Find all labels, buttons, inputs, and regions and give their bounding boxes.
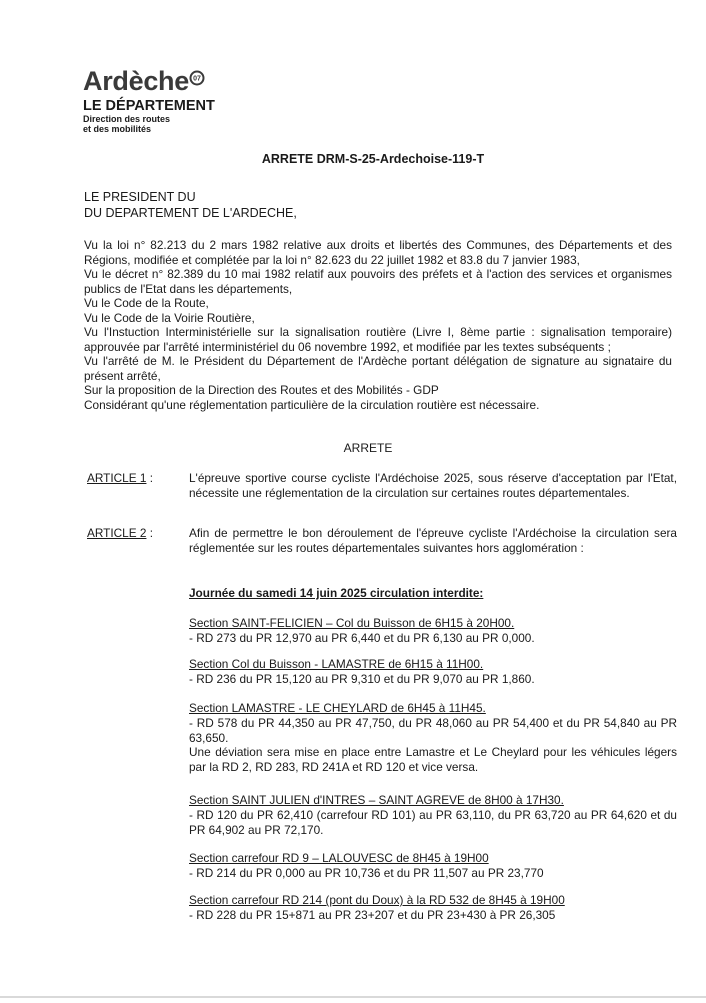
road-section-line: - RD 120 du PR 62,410 (carrefour RD 101) au PR 63,110, du PR 63,720 au PR 64,620 et du PR 64,902 au PR 72,170. xyxy=(189,807,677,837)
article-1-label-sep: : xyxy=(146,471,154,485)
article-2-label xyxy=(87,526,187,541)
visa-item: Vu l'Instuction Interministérielle sur la signalisation routière (Livre I, 8ème partie : signalisation temporaire) approuvée par l'arrêté interministériel du 06 novembre 1992, et modifiée par les textes subséquents ; xyxy=(84,325,672,354)
road-section xyxy=(189,657,677,687)
road-section-line: - RD 228 du PR 15+871 au PR 23+207 et du PR 23+430 à PR 26,305 xyxy=(189,907,556,922)
road-section-heading: Section carrefour RD 9 – LALOUVESC de 8H45 à 19H00 xyxy=(189,851,489,865)
logo-direction-line1: Direction des routes xyxy=(83,114,171,124)
road-section-heading: Section SAINT JULIEN d'INTRES – SAINT AGREVE de 8H00 à 17H30. xyxy=(189,793,564,807)
logo-direction-line2: et des mobilités xyxy=(83,124,152,134)
road-section xyxy=(189,893,677,923)
visa-item: Considérant qu'une réglementation particulière de la circulation routière est nécessaire. xyxy=(84,397,540,412)
visa-item: Vu la loi n° 82.213 du 2 mars 1982 relative aux droits et libertés des Communes, des Départements et des Régions, modifiée et complétée par la loi n° 82.623 du 22 juillet 1982 et 83.8 du 7 janvier 1983, xyxy=(84,238,672,267)
logo-name: Ardèche xyxy=(83,66,189,96)
arrete-heading: ARRETE xyxy=(343,441,393,455)
visa-item: Vu le Code de la Voirie Routière, xyxy=(84,310,255,325)
road-section-heading: Section SAINT-FELICIEN – Col du Buisson de 6H15 à 20H00. xyxy=(189,616,515,630)
article-2 xyxy=(87,526,677,556)
scan-edge-divider xyxy=(0,996,706,998)
article-1-text: L'épreuve sportive course cycliste l'Ardéchoise 2025, sous réserve d'acceptation par l'Etat, nécessite une réglementation de la circulation sur certaines routes départementales. xyxy=(189,471,677,500)
road-section xyxy=(189,851,677,881)
article-2-label-text: ARTICLE 2 xyxy=(87,526,147,540)
road-section-heading: Section Col du Buisson - LAMASTRE de 6H15 à 11H00. xyxy=(189,657,484,671)
president-heading xyxy=(84,189,297,221)
document-title: ARRETE DRM-S-25-Ardechoise-119-T xyxy=(261,152,485,166)
article-1-label xyxy=(87,471,187,486)
road-section-heading: Section LAMASTRE - LE CHEYLARD de 6H45 à 11H45. xyxy=(189,701,486,715)
road-section xyxy=(189,701,677,775)
logo-department: LE DÉPARTEMENT xyxy=(83,98,215,114)
article-1-label-text: ARTICLE 1 xyxy=(87,471,147,485)
president-line-2: DU DEPARTEMENT DE L'ARDECHE, xyxy=(84,206,297,220)
road-section-line: Une déviation sera mise en place entre Lamastre et Le Cheylard pour les véhicules légers par la RD 2, RD 283, RD 241A et RD 120 et vice versa. xyxy=(189,745,677,775)
visa-item: Vu le Code de la Route, xyxy=(84,296,209,310)
road-section-line: - RD 236 du PR 15,120 au PR 9,310 et du PR 9,070 au PR 1,860. xyxy=(189,671,535,686)
president-line-1: LE PRESIDENT DU xyxy=(84,190,196,204)
journee-heading: Journée du samedi 14 juin 2025 circulation interdite: xyxy=(189,586,484,600)
department-logo xyxy=(83,66,283,134)
visa-item: Sur la proposition de la Direction des Routes et des Mobilités - GDP xyxy=(84,383,439,397)
visa-item: Vu l'arrêté de M. le Président du Département de l'Ardèche portant délégation de signature au signataire du présent arrêté, xyxy=(84,354,672,383)
visas-block xyxy=(84,238,672,412)
road-section-line: - RD 273 du PR 12,970 au PR 6,440 et du PR 6,130 au PR 0,000. xyxy=(189,630,535,645)
road-section-line: - RD 214 du PR 0,000 au PR 10,736 et du PR 11,507 au PR 23,770 xyxy=(189,865,544,880)
logo-mark-text: 07 xyxy=(193,75,201,83)
road-section xyxy=(189,616,677,646)
visa-item: Vu le décret n° 82.389 du 10 mai 1982 relatif aux pouvoirs des préfets et à l'action des services et organismes publics de l'Etat dans les départements, xyxy=(84,267,672,296)
road-section-line: - RD 578 du PR 44,350 au PR 47,750, du PR 48,060 au PR 54,400 et du PR 54,840 au PR 63,650. xyxy=(189,715,677,745)
department-mark-icon xyxy=(189,70,203,84)
article-2-label-sep: : xyxy=(146,526,154,540)
article-2-text: Afin de permettre le bon déroulement de l'épreuve cycliste l'Ardéchoise la circulation sera réglementée sur les routes départementales suivantes hors agglomération : xyxy=(189,526,677,555)
road-section xyxy=(189,793,677,837)
road-section-heading: Section carrefour RD 214 (pont du Doux) à la RD 532 de 8H45 à 19H00 xyxy=(189,893,565,907)
article-1 xyxy=(87,471,677,501)
